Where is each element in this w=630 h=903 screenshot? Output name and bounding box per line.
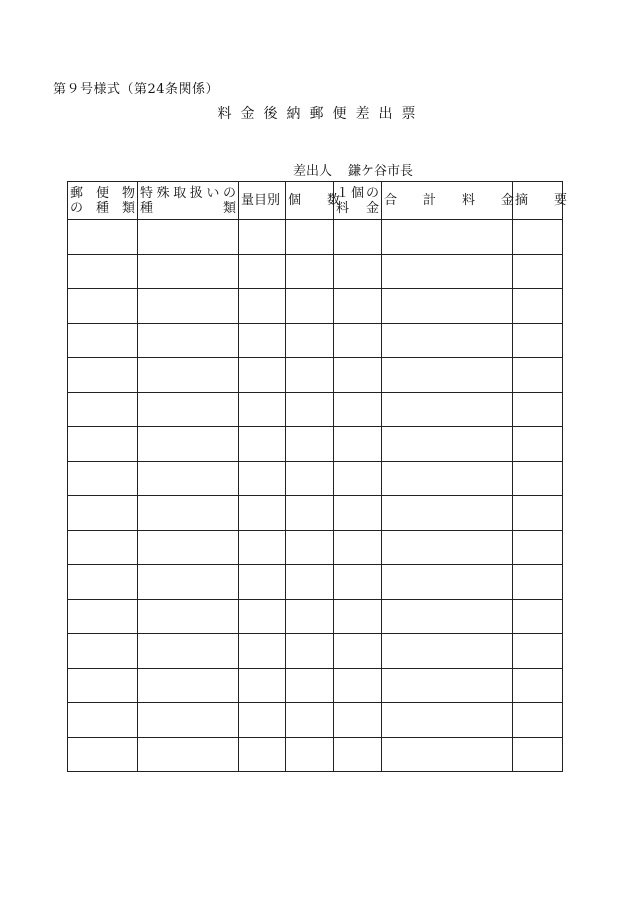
cell-remarks[interactable] [513, 427, 563, 462]
cell-weight-class[interactable] [239, 323, 286, 358]
cell-unit-fee[interactable] [334, 530, 382, 565]
cell-remarks[interactable] [513, 599, 563, 634]
header-weight-class: 量目別 [239, 182, 286, 220]
table-row [68, 323, 563, 358]
cell-weight-class[interactable] [239, 254, 286, 289]
cell-remarks[interactable] [513, 220, 563, 255]
cell-weight-class[interactable] [239, 565, 286, 600]
table-row [68, 703, 563, 738]
table-row [68, 565, 563, 600]
cell-mail-type[interactable] [68, 254, 138, 289]
cell-remarks[interactable] [513, 323, 563, 358]
cell-remarks[interactable] [513, 737, 563, 772]
cell-mail-type[interactable] [68, 634, 138, 669]
cell-special-handling[interactable] [138, 254, 239, 289]
cell-count[interactable] [286, 323, 334, 358]
cell-mail-type[interactable] [68, 427, 138, 462]
table-row [68, 496, 563, 531]
cell-total-fee[interactable] [382, 427, 513, 462]
cell-remarks[interactable] [513, 634, 563, 669]
table-row [68, 737, 563, 772]
cell-special-handling[interactable] [138, 289, 239, 324]
cell-remarks[interactable] [513, 254, 563, 289]
cell-mail-type[interactable] [68, 461, 138, 496]
cell-weight-class[interactable] [239, 530, 286, 565]
cell-weight-class[interactable] [239, 599, 286, 634]
cell-total-fee[interactable] [382, 565, 513, 600]
cell-count[interactable] [286, 530, 334, 565]
table-row [68, 599, 563, 634]
cell-mail-type[interactable] [68, 668, 138, 703]
cell-weight-class[interactable] [239, 737, 286, 772]
cell-count[interactable] [286, 496, 334, 531]
header-remarks: 摘 要 [513, 182, 563, 220]
cell-mail-type[interactable] [68, 530, 138, 565]
cell-total-fee[interactable] [382, 220, 513, 255]
cell-special-handling[interactable] [138, 427, 239, 462]
cell-unit-fee[interactable] [334, 323, 382, 358]
cell-count[interactable] [286, 668, 334, 703]
cell-mail-type[interactable] [68, 703, 138, 738]
sender-label: 差出人 [293, 164, 333, 179]
cell-unit-fee[interactable] [334, 461, 382, 496]
cell-mail-type[interactable] [68, 358, 138, 393]
cell-mail-type[interactable] [68, 220, 138, 255]
cell-special-handling[interactable] [138, 634, 239, 669]
cell-special-handling[interactable] [138, 496, 239, 531]
cell-remarks[interactable] [513, 668, 563, 703]
cell-total-fee[interactable] [382, 323, 513, 358]
cell-unit-fee[interactable] [334, 634, 382, 669]
cell-count[interactable] [286, 599, 334, 634]
cell-weight-class[interactable] [239, 220, 286, 255]
cell-unit-fee[interactable] [334, 220, 382, 255]
cell-special-handling[interactable] [138, 599, 239, 634]
cell-weight-class[interactable] [239, 634, 286, 669]
cell-count[interactable] [286, 220, 334, 255]
cell-count[interactable] [286, 289, 334, 324]
cell-total-fee[interactable] [382, 599, 513, 634]
cell-special-handling[interactable] [138, 220, 239, 255]
cell-remarks[interactable] [513, 565, 563, 600]
cell-count[interactable] [286, 737, 334, 772]
cell-total-fee[interactable] [382, 358, 513, 393]
cell-unit-fee[interactable] [334, 599, 382, 634]
table-row [68, 220, 563, 255]
cell-special-handling[interactable] [138, 323, 239, 358]
header-mail-type: 郵 便 物 の 種 類 [68, 182, 138, 220]
table-row [68, 392, 563, 427]
cell-weight-class[interactable] [239, 358, 286, 393]
table-row [68, 668, 563, 703]
cell-unit-fee[interactable] [334, 358, 382, 393]
table-row [68, 634, 563, 669]
table-row [68, 530, 563, 565]
cell-special-handling[interactable] [138, 737, 239, 772]
cell-mail-type[interactable] [68, 737, 138, 772]
cell-weight-class[interactable] [239, 668, 286, 703]
cell-special-handling[interactable] [138, 358, 239, 393]
cell-special-handling[interactable] [138, 668, 239, 703]
cell-unit-fee[interactable] [334, 392, 382, 427]
cell-remarks[interactable] [513, 392, 563, 427]
cell-count[interactable] [286, 565, 334, 600]
table-row [68, 461, 563, 496]
cell-special-handling[interactable] [138, 565, 239, 600]
header-total-fee: 合 計 料 金 [382, 182, 513, 220]
cell-special-handling[interactable] [138, 392, 239, 427]
cell-mail-type[interactable] [68, 496, 138, 531]
cell-total-fee[interactable] [382, 461, 513, 496]
cell-mail-type[interactable] [68, 392, 138, 427]
cell-count[interactable] [286, 427, 334, 462]
cell-unit-fee[interactable] [334, 703, 382, 738]
cell-remarks[interactable] [513, 496, 563, 531]
cell-weight-class[interactable] [239, 703, 286, 738]
postage-slip-table [67, 181, 568, 772]
cell-unit-fee[interactable] [334, 289, 382, 324]
cell-unit-fee[interactable] [334, 565, 382, 600]
cell-total-fee[interactable] [382, 496, 513, 531]
sender-name: 鎌ケ谷市長 [348, 164, 414, 179]
header-row [68, 182, 563, 220]
cell-count[interactable] [286, 703, 334, 738]
cell-mail-type[interactable] [68, 599, 138, 634]
cell-remarks[interactable] [513, 530, 563, 565]
table-row [68, 427, 563, 462]
cell-weight-class[interactable] [239, 289, 286, 324]
cell-remarks[interactable] [513, 703, 563, 738]
cell-mail-type[interactable] [68, 323, 138, 358]
cell-count[interactable] [286, 254, 334, 289]
cell-total-fee[interactable] [382, 392, 513, 427]
form-number-label: 第９号様式（第24条関係） [53, 82, 220, 97]
cell-special-handling[interactable] [138, 461, 239, 496]
header-unit-fee: １個の 料 金 [334, 182, 382, 220]
cell-remarks[interactable] [513, 289, 563, 324]
table-row [68, 289, 563, 324]
cell-remarks[interactable] [513, 358, 563, 393]
cell-unit-fee[interactable] [334, 496, 382, 531]
cell-total-fee[interactable] [382, 634, 513, 669]
cell-unit-fee[interactable] [334, 254, 382, 289]
cell-unit-fee[interactable] [334, 427, 382, 462]
cell-weight-class[interactable] [239, 461, 286, 496]
document-title: 料金後納郵便差出票 [217, 106, 425, 122]
cell-total-fee[interactable] [382, 703, 513, 738]
cell-count[interactable] [286, 634, 334, 669]
cell-weight-class[interactable] [239, 392, 286, 427]
header-count: 個 数 [286, 182, 334, 220]
header-special-handling: 特殊取扱いの 種 類 [138, 182, 239, 220]
table-row [68, 254, 563, 289]
cell-mail-type[interactable] [68, 289, 138, 324]
cell-unit-fee[interactable] [334, 737, 382, 772]
cell-unit-fee[interactable] [334, 668, 382, 703]
table-row [68, 358, 563, 393]
cell-remarks[interactable] [513, 461, 563, 496]
cell-total-fee[interactable] [382, 254, 513, 289]
cell-total-fee[interactable] [382, 530, 513, 565]
cell-weight-class[interactable] [239, 496, 286, 531]
cell-weight-class[interactable] [239, 427, 286, 462]
cell-special-handling[interactable] [138, 703, 239, 738]
cell-count[interactable] [286, 392, 334, 427]
table-body [68, 220, 563, 772]
sender-line [293, 160, 413, 179]
cell-total-fee[interactable] [382, 737, 513, 772]
cell-special-handling[interactable] [138, 530, 239, 565]
cell-total-fee[interactable] [382, 289, 513, 324]
cell-count[interactable] [286, 358, 334, 393]
cell-total-fee[interactable] [382, 668, 513, 703]
cell-mail-type[interactable] [68, 565, 138, 600]
cell-count[interactable] [286, 461, 334, 496]
